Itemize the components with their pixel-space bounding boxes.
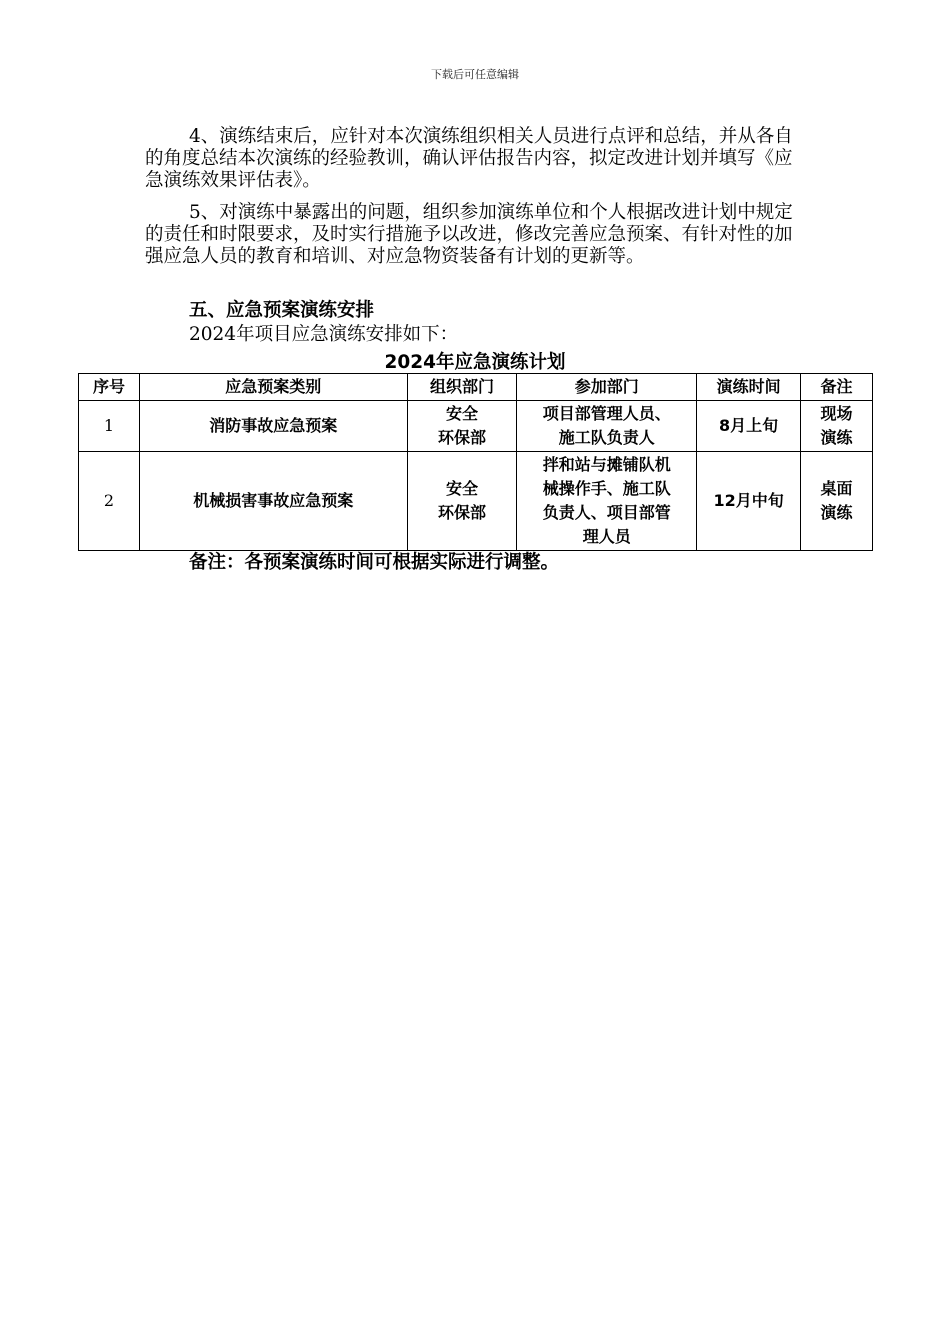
cell-line: 环保部 — [437, 428, 486, 447]
cell-note — [801, 452, 873, 551]
cell-line: 演练 — [820, 428, 853, 447]
cell-line: 演练 — [820, 503, 853, 522]
header-org: 组织部门 — [407, 374, 517, 401]
paragraph-5: 5、对演练中暴露出的问题，组织参加演练单位和个人根据改进计划中规定的责任和时限要求，及时实行措施予以改进，修改完善应急预案、有针对性的加强应急人员的教育和培训、对应急物资装备有计划的更新等。 — [145, 202, 793, 267]
cell-line: 负责人、项目部管 — [542, 503, 671, 522]
cell-line: 项目部管理人员、 — [542, 404, 671, 423]
cell-line: 桌面 — [820, 479, 853, 498]
cell-time: 12月中旬 — [697, 452, 801, 551]
cell-num: 1 — [79, 401, 140, 452]
header-time: 演练时间 — [697, 374, 801, 401]
cell-line: 安全 — [445, 404, 478, 423]
footnote: 备注：各预案演练时间可根据实际进行调整。 — [189, 552, 560, 573]
cell-line: 施工队负责人 — [558, 428, 655, 447]
cell-category: 机械损害事故应急预案 — [139, 452, 407, 551]
cell-line: 理人员 — [582, 527, 631, 546]
table-row — [79, 452, 873, 551]
section-intro: 2024年项目应急演练安排如下： — [189, 324, 459, 345]
paragraph-4: 4、演练结束后，应针对本次演练组织相关人员进行点评和总结，并从各自的角度总结本次演练的经验教训，确认评估报告内容，拟定改进计划并填写《应急演练效果评估表》。 — [145, 126, 793, 191]
cell-line: 现场 — [820, 404, 853, 423]
cell-line: 安全 — [445, 479, 478, 498]
cell-note — [801, 401, 873, 452]
cell-participants — [517, 452, 697, 551]
cell-line: 环保部 — [437, 503, 486, 522]
header-num: 序号 — [79, 374, 140, 401]
header-note: 备注 — [801, 374, 873, 401]
cell-participants — [517, 401, 697, 452]
cell-line: 械操作手、施工队 — [542, 479, 671, 498]
cell-org — [407, 452, 517, 551]
header-category: 应急预案类别 — [139, 374, 407, 401]
cell-num: 2 — [79, 452, 140, 551]
table-row — [79, 401, 873, 452]
cell-org — [407, 401, 517, 452]
section-heading: 五、应急预案演练安排 — [189, 300, 375, 321]
page-header: 下载后可任意编辑 — [431, 68, 519, 81]
cell-line: 拌和站与摊铺队机 — [542, 455, 671, 474]
cell-category: 消防事故应急预案 — [139, 401, 407, 452]
cell-time: 8月上旬 — [697, 401, 801, 452]
table-title: 2024年应急演练计划 — [384, 352, 566, 373]
table-header-row — [79, 374, 873, 401]
drill-plan-table — [78, 373, 873, 551]
header-participants: 参加部门 — [517, 374, 697, 401]
